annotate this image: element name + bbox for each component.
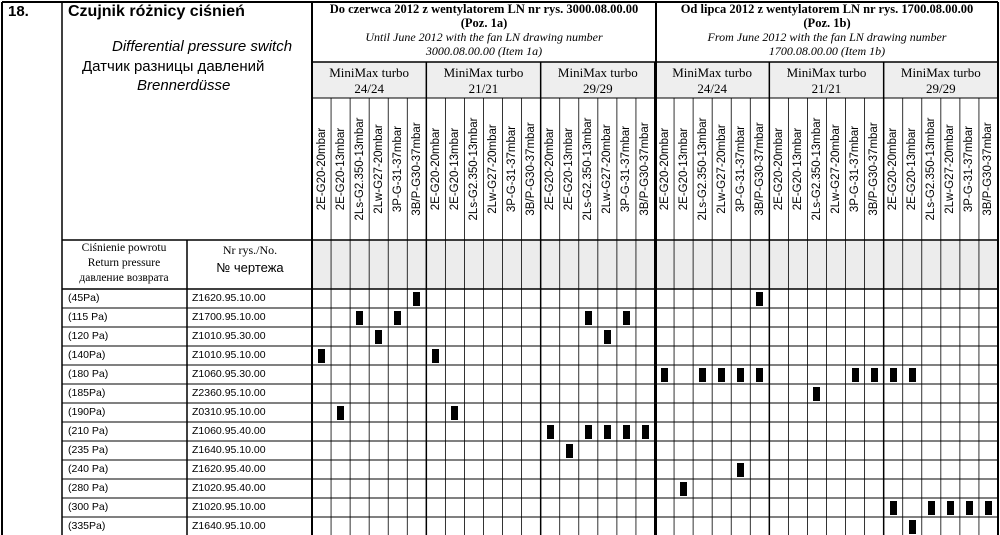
gas-type-label: 3B/P-G30-37mbar <box>982 122 995 216</box>
compatibility-mark <box>737 463 744 477</box>
row-pressure: (210 Pa) <box>68 425 109 437</box>
row-pressure: (45Pa) <box>68 292 100 304</box>
pressure-label-en: Return pressure <box>87 257 161 269</box>
gas-type-label: 2Lw-G27-20mbar <box>944 124 957 214</box>
gas-type-label: 2E-G20-20mbar <box>772 127 785 211</box>
compatibility-mark <box>337 406 344 420</box>
model-version: 29/29 <box>583 81 613 96</box>
compatibility-mark <box>909 368 916 382</box>
drawing-label-ru: № чертежа <box>216 260 284 275</box>
compatibility-mark <box>890 501 897 515</box>
compatibility-mark <box>966 501 973 515</box>
gas-type-label: 2Lw-G27-20mbar <box>487 124 500 214</box>
gas-type-label: 3B/P-G30-37mbar <box>753 122 766 216</box>
row-drawing-number: Z1010.95.10.00 <box>192 349 266 361</box>
drawing-label-pl: Nr rys./No. <box>222 243 278 257</box>
gas-type-label: 2Lw-G27-20mbar <box>715 124 728 214</box>
period-1-line-1: Do czerwca 2012 z wentylatorem LN nr rys. 3000.08.00.00 <box>329 2 639 16</box>
title-russian: Датчик разницы давлений <box>82 58 265 75</box>
compatibility-mark <box>566 444 573 458</box>
compatibility-mark <box>661 368 668 382</box>
compatibility-mark <box>547 425 554 439</box>
compatibility-mark <box>623 311 630 325</box>
title-german: Brennerdüsse <box>137 77 231 94</box>
compatibility-mark <box>451 406 458 420</box>
row-pressure: (190Pa) <box>68 406 106 418</box>
gas-type-label: 2Lw-G27-20mbar <box>830 124 843 214</box>
gas-type-label: 3P-G-31-37mbar <box>620 125 633 213</box>
gas-type-label: 2Ls-G2.350-13mbar <box>582 117 595 221</box>
gas-type-label: 2Ls-G2.350-13mbar <box>810 117 823 221</box>
compatibility-mark <box>623 425 630 439</box>
pressure-label-pl: Ciśnienie powrotu <box>81 242 167 254</box>
compatibility-mark <box>756 292 763 306</box>
row-drawing-number: Z1020.95.40.00 <box>192 482 266 494</box>
compatibility-mark <box>318 349 325 363</box>
row-pressure: (235 Pa) <box>68 444 109 456</box>
row-pressure: (140Pa) <box>68 349 106 361</box>
compatibility-mark <box>585 311 592 325</box>
row-drawing-number: Z1010.95.30.00 <box>192 330 266 342</box>
row-drawing-number: Z0310.95.10.00 <box>192 406 266 418</box>
compatibility-mark <box>604 425 611 439</box>
row-drawing-number: Z1620.95.10.00 <box>192 292 266 304</box>
gas-type-label: 3B/P-G30-37mbar <box>410 122 423 216</box>
compatibility-mark <box>813 387 820 401</box>
row-pressure: (185Pa) <box>68 387 106 399</box>
period-2-line-4: 1700.08.00.00 (Item 1b) <box>768 44 886 58</box>
compatibility-mark <box>909 520 916 534</box>
model-name: MiniMax turbo <box>672 65 753 80</box>
gas-type-label: 3P-G-31-37mbar <box>506 125 519 213</box>
gas-type-label: 2E-G20-13mbar <box>448 127 461 211</box>
gas-type-label: 2Lw-G27-20mbar <box>372 124 385 214</box>
period-2-line-3: From June 2012 with the fan LN drawing number <box>707 30 947 44</box>
compatibility-mark <box>585 425 592 439</box>
pressure-label-ru: давление возврата <box>79 272 169 284</box>
gas-type-label: 2E-G20-20mbar <box>544 127 557 211</box>
compatibility-mark <box>852 368 859 382</box>
row-pressure: (240 Pa) <box>68 463 109 475</box>
model-header <box>312 65 426 97</box>
model-name: MiniMax turbo <box>786 65 867 80</box>
section-number: 18. <box>8 3 29 20</box>
compatibility-mark <box>680 482 687 496</box>
gas-type-label: 2Lw-G27-20mbar <box>601 124 614 214</box>
compatibility-mark <box>642 425 649 439</box>
period-header-2 <box>656 2 998 58</box>
compatibility-mark <box>375 330 382 344</box>
gas-type-label: 3B/P-G30-37mbar <box>639 122 652 216</box>
compatibility-mark <box>737 368 744 382</box>
gas-type-label: 3P-G-31-37mbar <box>734 125 747 213</box>
gas-type-label: 3P-G-31-37mbar <box>849 125 862 213</box>
compatibility-mark <box>432 349 439 363</box>
model-name: MiniMax turbo <box>329 65 410 80</box>
row-pressure: (300 Pa) <box>68 501 109 513</box>
model-name: MiniMax turbo <box>557 65 638 80</box>
gas-type-label: 2E-G20-20mbar <box>887 127 900 211</box>
model-version: 21/21 <box>468 81 499 96</box>
row-header-drawing <box>188 242 312 276</box>
compatibility-mark <box>985 501 992 515</box>
gas-type-label: 3P-G-31-37mbar <box>391 125 404 213</box>
compatibility-mark <box>699 368 706 382</box>
model-version: 29/29 <box>926 81 956 96</box>
gas-type-label: 3B/P-G30-37mbar <box>868 122 881 216</box>
title-polish: Czujnik różnicy ciśnień <box>68 3 245 20</box>
compatibility-mark <box>871 368 878 382</box>
gas-type-label: 2E-G20-20mbar <box>315 127 328 211</box>
row-drawing-number: Z1020.95.10.00 <box>192 501 266 513</box>
period-1-line-4: 3000.08.00.00 (Item 1a) <box>425 44 543 58</box>
compatibility-mark <box>718 368 725 382</box>
compatibility-mark <box>604 330 611 344</box>
period-1-line-3: Until June 2012 with the fan LN drawing number <box>365 30 603 44</box>
gas-type-label: 2E-G20-20mbar <box>429 127 442 211</box>
row-pressure: (120 Pa) <box>68 330 109 342</box>
gas-type-label: 2E-G20-13mbar <box>334 127 347 211</box>
compatibility-mark <box>947 501 954 515</box>
row-pressure: (115 Pa) <box>68 311 108 323</box>
title-english: Differential pressure switch <box>112 38 293 55</box>
model-version: 21/21 <box>811 81 842 96</box>
model-version: 24/24 <box>697 81 727 96</box>
model-header <box>769 65 883 97</box>
model-header <box>426 65 540 97</box>
row-drawing-number: Z1640.95.10.00 <box>192 520 266 532</box>
gas-type-label: 2Ls-G2.350-13mbar <box>353 117 366 221</box>
compatibility-mark <box>928 501 935 515</box>
compatibility-mark <box>890 368 897 382</box>
row-pressure: (335Pa) <box>68 520 106 532</box>
model-version: 24/24 <box>354 81 384 96</box>
row-pressure: (180 Pa) <box>68 368 109 380</box>
compatibility-mark <box>756 368 763 382</box>
row-drawing-number: Z2360.95.10.00 <box>192 387 266 399</box>
gas-type-label: 3B/P-G30-37mbar <box>525 122 538 216</box>
period-2-line-1: Od lipca 2012 z wentylatorem LN nr rys. 1700.08.00.00 <box>680 2 974 16</box>
row-header-pressure <box>62 241 186 286</box>
compatibility-mark <box>413 292 420 306</box>
model-header <box>655 65 769 97</box>
gas-type-label: 2E-G20-13mbar <box>677 127 690 211</box>
row-drawing-number: Z1060.95.30.00 <box>192 368 266 380</box>
row-drawing-number: Z1060.95.40.00 <box>192 425 266 437</box>
model-header <box>541 65 655 97</box>
gas-type-label: 2Ls-G2.350-13mbar <box>925 117 938 221</box>
row-drawing-number: Z1620.95.40.00 <box>192 463 266 475</box>
gas-type-label: 2Ls-G2.350-13mbar <box>467 117 480 221</box>
gas-type-label: 2E-G20-20mbar <box>658 127 671 211</box>
compatibility-mark <box>356 311 363 325</box>
period-2-line-2: (Poz. 1b) <box>803 16 851 30</box>
row-drawing-number: Z1640.95.10.00 <box>192 444 266 456</box>
gas-type-label: 2E-G20-13mbar <box>906 127 919 211</box>
gas-type-label: 2Ls-G2.350-13mbar <box>696 117 709 221</box>
gas-type-label: 2E-G20-13mbar <box>563 127 576 211</box>
gas-type-label: 2E-G20-13mbar <box>791 127 804 211</box>
model-name: MiniMax turbo <box>443 65 524 80</box>
period-header-1 <box>312 2 656 58</box>
gas-type-label: 3P-G-31-37mbar <box>963 125 976 213</box>
model-header <box>884 65 998 97</box>
row-pressure: (280 Pa) <box>68 482 109 494</box>
period-1-line-2: (Poz. 1a) <box>460 16 508 30</box>
row-drawing-number: Z1700.95.10.00 <box>192 311 266 323</box>
compatibility-mark <box>394 311 401 325</box>
model-name: MiniMax turbo <box>900 65 981 80</box>
